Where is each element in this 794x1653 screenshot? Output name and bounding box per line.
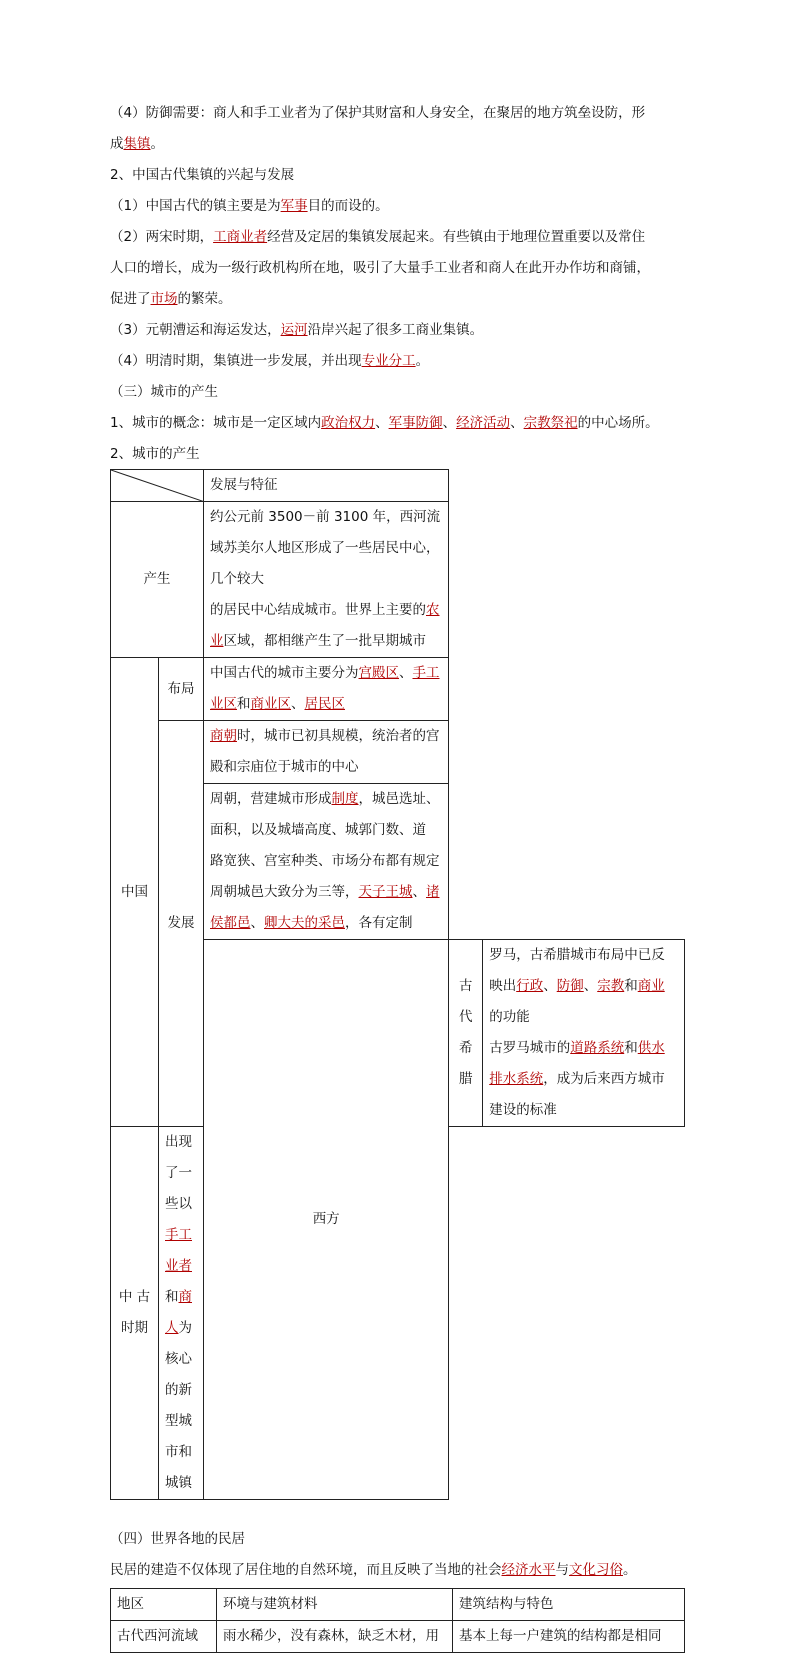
dwellings-table xyxy=(110,1588,685,1653)
row-label-china: 中国 xyxy=(111,658,159,1127)
keyword: 农业 xyxy=(210,602,440,649)
table-cell: 基本上每一户建筑的结构都是相同 xyxy=(453,1621,685,1653)
table-cell: 古代西河流域 xyxy=(111,1621,217,1653)
keyword: 手工业区 xyxy=(210,665,440,712)
row-label-ancient-greece: 古 代 希腊 xyxy=(449,940,483,1127)
keyword: 经济活动 xyxy=(456,415,511,431)
table-row xyxy=(111,502,685,658)
ancient-greece-cell: 罗马，古希腊城市布局中已反映出行政、防御、宗教和商业的功能 古罗马城市的道路系统和供水排水系统，成为后来西方城市建设的标准 xyxy=(483,940,685,1127)
keyword: 手工业者 xyxy=(165,1227,192,1274)
paragraph-yuan: （3）元朝漕运和海运发达，运河沿岸兴起了很多工商业集镇。 xyxy=(110,322,484,338)
keyword: 制度 xyxy=(331,791,359,807)
table-row xyxy=(111,470,685,502)
row-label-development: 发展 xyxy=(159,721,204,1127)
keyword: 商业区 xyxy=(250,696,291,712)
layout-cell: 中国古代的城市主要分为宫殿区、手工业区和商业区、居民区 xyxy=(204,658,449,721)
heading-dwellings: （四）世界各地的民居 xyxy=(110,1531,245,1547)
heading-city-emergence: 2、城市的产生 xyxy=(110,446,200,462)
keyword: 道路系统 xyxy=(570,1040,625,1056)
row-label-origin: 产生 xyxy=(111,502,204,658)
table-row xyxy=(111,721,685,784)
header-cell: 发展与特征 xyxy=(204,470,449,502)
keyword: 商朝 xyxy=(210,728,237,744)
header-cell: 建筑结构与特色 xyxy=(453,1589,685,1621)
keyword: 专业分工 xyxy=(361,353,416,369)
table-row xyxy=(111,658,685,721)
city-development-table xyxy=(110,469,685,1500)
keyword: 宗教祭祀 xyxy=(523,415,578,431)
paragraph-city-concept: 1、城市的概念：城市是一定区域内政治权力、军事防御、经济活动、宗教祭祀的中心场所。 xyxy=(110,415,659,431)
table-row xyxy=(111,1589,685,1621)
table-cell: 雨水稀少，没有森林，缺乏木材，用 xyxy=(217,1621,453,1653)
row-label-layout: 布局 xyxy=(159,658,204,721)
header-cell: 地区 xyxy=(111,1589,217,1621)
spacer xyxy=(110,1500,685,1524)
keyword: 天子王城 xyxy=(358,884,413,900)
document-page xyxy=(110,98,685,1653)
keyword: 居民区 xyxy=(304,696,345,712)
keyword: 军事 xyxy=(280,198,308,214)
keyword: 军事防御 xyxy=(388,415,443,431)
keyword: 诸侯都邑 xyxy=(210,884,440,931)
keyword: 宗教 xyxy=(597,978,625,994)
header-cell: 环境与建筑材料 xyxy=(217,1589,453,1621)
medieval-cell: 出现了一些以手工业者和商人为核心的新型城市和城镇 xyxy=(159,1127,204,1500)
keyword: 商人 xyxy=(165,1289,192,1336)
keyword: 商业 xyxy=(637,978,665,994)
diagonal-line xyxy=(111,470,205,502)
paragraph-song: （2）两宋时期，工商业者经营及定居的集镇发展起来。有些镇由于地理位置重要以及常住 人口的增长，成为一级行政机构所在地，吸引了大量手工业者和商人在此开办作坊和商铺， 促进了市场的繁荣。 xyxy=(110,229,650,307)
keyword: 经济水平 xyxy=(501,1562,556,1578)
paragraph-military: （1）中国古代的镇主要是为军事目的而设的。 xyxy=(110,198,389,214)
keyword: 行政 xyxy=(516,978,544,994)
keyword: 防御 xyxy=(556,978,584,994)
paragraph-ming-qing: （4）明清时期，集镇进一步发展，并出现专业分工。 xyxy=(110,353,430,369)
row-label-west: 西方 xyxy=(204,940,449,1500)
diagonal-header-cell xyxy=(111,470,204,502)
keyword: 集镇 xyxy=(123,136,151,152)
keyword: 文化习俗 xyxy=(569,1562,623,1578)
heading-city-origin: （三）城市的产生 xyxy=(110,384,218,400)
keyword: 宫殿区 xyxy=(358,665,399,681)
keyword: 政治权力 xyxy=(321,415,376,431)
keyword: 运河 xyxy=(280,322,308,338)
keyword: 工商业者 xyxy=(213,229,268,245)
keyword: 供水排水系统 xyxy=(489,1040,665,1087)
development-shang-cell: 商朝时，城市已初具规模，统治者的宫殿和宗庙位于城市的中心 xyxy=(204,721,449,784)
paragraph-defense: （4）防御需要：商人和手工业者为了保护其财富和人身安全，在聚居的地方筑垒设防，形 成集镇。 xyxy=(110,105,646,152)
origin-cell: 约公元前 3500－前 3100 年，西河流域苏美尔人地区形成了一些居民中心，几个较大 的居民中心结成城市。世界上主要的农业区域，都相继产生了一批早期城市 xyxy=(204,502,449,658)
table-row xyxy=(111,1621,685,1653)
keyword: 卿大夫的采邑 xyxy=(264,915,345,931)
keyword: 市场 xyxy=(150,291,178,307)
paragraph-dwellings: 民居的建造不仅体现了居住地的自然环境，而且反映了当地的社会经济水平与文化习俗。 xyxy=(110,1562,637,1578)
heading-towns: 2、中国古代集镇的兴起与发展 xyxy=(110,167,295,183)
development-zhou-cell: 周朝，营建城市形成制度，城邑选址、面积，以及城墙高度、城郭门数、道 路宽狭、宫室种类、市场分布都有规定 周朝城邑大致分为三等，天子王城、诸侯都邑、卿大夫的采邑，各有定制 xyxy=(204,784,449,940)
row-label-medieval: 中 古 时期 xyxy=(111,1127,159,1500)
